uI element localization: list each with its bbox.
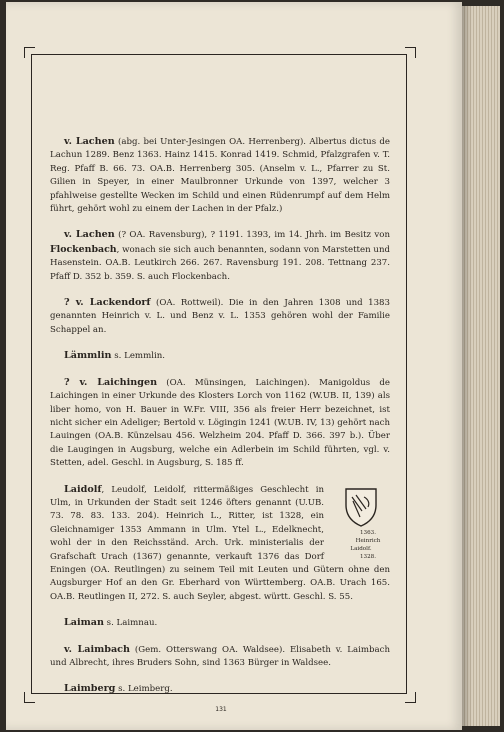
page-edges-shadow bbox=[462, 6, 472, 726]
entry-laimbach bbox=[50, 643, 390, 671]
entry-laemmlin bbox=[50, 349, 390, 363]
crop-mark-top-right bbox=[405, 47, 416, 58]
crop-mark-top-left bbox=[24, 47, 35, 58]
entry-head: ? v. Lackendorf bbox=[64, 297, 151, 309]
entry-laimberg bbox=[50, 682, 390, 696]
coat-caption-name: Heinrich Laidolf. bbox=[350, 537, 381, 552]
entry-text: (OA. Rottweil). Die in den Jahren 1308 und 1383 genannten Heinrich v. L. und Benz v. L. 1353 gehören wohl der Familie Schappel an. bbox=[50, 298, 390, 335]
coat-caption-year: 1363. bbox=[359, 529, 376, 536]
coat-of-arms-icon bbox=[344, 487, 378, 527]
entry-text: (Gem. Otterswang OA. Waldsee). Elisabeth v. Laimbach und Albrecht, ihres Bruders Sohn, sind 1363 Bürger in Waldsee. bbox=[50, 644, 390, 668]
entry-laiman bbox=[50, 616, 390, 630]
text-column bbox=[50, 135, 390, 709]
crop-mark-bottom-right bbox=[405, 692, 416, 703]
entry-text: (OA. Münsingen, Laichingen). Manigoldus de Laichingen in einer Urkunde des Klosters Lorch von 1162 (W.UB. II, 139) als liber homo, von H. Bauer in W.Fr. VIII, 356 als freier Herr bezeichnet, ist nicht sicher ein Adeliger; Bertold v. Lögingin 1241 (W.UB. IV, 13) gehört nach Lauingen (OA.B. Künzelsau 456. Welzheim 204. Pfaff D. 366. 397 b.). Über die Laugingen in Augsburg, welche ein Adlerbein im Schild führten, vgl. v. Stetten, adel. Geschl. in Augsburg, S. 185 ff. bbox=[50, 377, 390, 469]
entry-text: , Leudolf, Leidolf, rittermäßiges Geschlecht in Ulm, in Urkunden der Stadt seit 1246 öfters genannt (U.UB. 73. 78. 83. 133. 204). Heinrich L., Ritter, ist 1328, ein Gleichnamiger 1353 Ammann in Ulm. Ytel L., Edelknecht, wohl der in den Reichsständ. Arch. Urk. ministerialis der Grafschaft Urach (1367) genannte, verkauft 1376 das Dorf Eningen (OA. Reutlingen) zu seinem Teil mit Leuten und Gütern ohne den Augsburger Hof an den Gr. Eberhard von Württemberg. OA.B. Urach 165. OA.B. Reutlingen II, 272. S. auch Seyler, abgest. württ. Geschl. S. 55. bbox=[50, 484, 390, 602]
entry-head: v. Lachen bbox=[64, 229, 115, 241]
entry-text: s. Leimberg. bbox=[115, 684, 173, 695]
coat-caption bbox=[332, 529, 390, 561]
entry-head: v. Lachen bbox=[64, 136, 115, 147]
entry-text: (abg. bei Unter-Jesingen OA. Herrenberg). Albertus dictus de Lachun 1289. Benz 1363. Hainz 1415. Konrad 1419. Schmid, Pfalzgrafen v. T. Reg. Pfaff B. 66. 73. OA.B. Herrenberg 305. (Anselm v. L., Pfarrer zu St. Gilien in Speyer, in einer Maulbronner Urkunde von 1397, welcher 3 pfahlweise gestellte Wecken im Schild und einen Rüdenrumpf auf dem Helm führt, gehört wohl zu einem der Lachen in der Pfalz.) bbox=[50, 137, 390, 215]
entry-text-continued: , wonach sie sich auch benannten, sodann von Marstetten und Hasenstein. OA.B. Leutkirch 266. 267. Ravensburg 191. 208. Tettnang 237. Pfaff D. 352 b. 359. S. auch Flockenbach. bbox=[50, 244, 390, 282]
entry-laichingen bbox=[50, 376, 390, 471]
page-number: 131 bbox=[215, 706, 227, 713]
crop-mark-bottom-left bbox=[24, 692, 35, 703]
entry-head: Laiman bbox=[64, 617, 104, 629]
entry-head: v. Laimbach bbox=[64, 643, 130, 655]
entry-lackendorf bbox=[50, 296, 390, 337]
entry-head: Laimberg bbox=[64, 683, 116, 695]
coat-caption-year-2: 1328. bbox=[359, 553, 376, 560]
entry-text: (? OA. Ravensburg), ? 1191. 1393, im 14. Jhrh. im Besitz von bbox=[114, 230, 390, 241]
entry-head: Laidolf bbox=[64, 483, 102, 495]
entry-lachen-ravensburg bbox=[50, 228, 390, 284]
entry-text: s. Lemmlin. bbox=[111, 351, 165, 362]
entry-head: Lämmlin bbox=[64, 350, 112, 362]
entry-laidolf bbox=[50, 483, 390, 605]
coat-of-arms-figure bbox=[332, 487, 390, 561]
entry-lachen-herrenberg bbox=[50, 135, 390, 216]
entry-head: ? v. Laichingen bbox=[64, 376, 158, 388]
entry-reference: Flockenbach bbox=[50, 243, 117, 255]
entry-text: s. Laimnau. bbox=[103, 618, 158, 629]
